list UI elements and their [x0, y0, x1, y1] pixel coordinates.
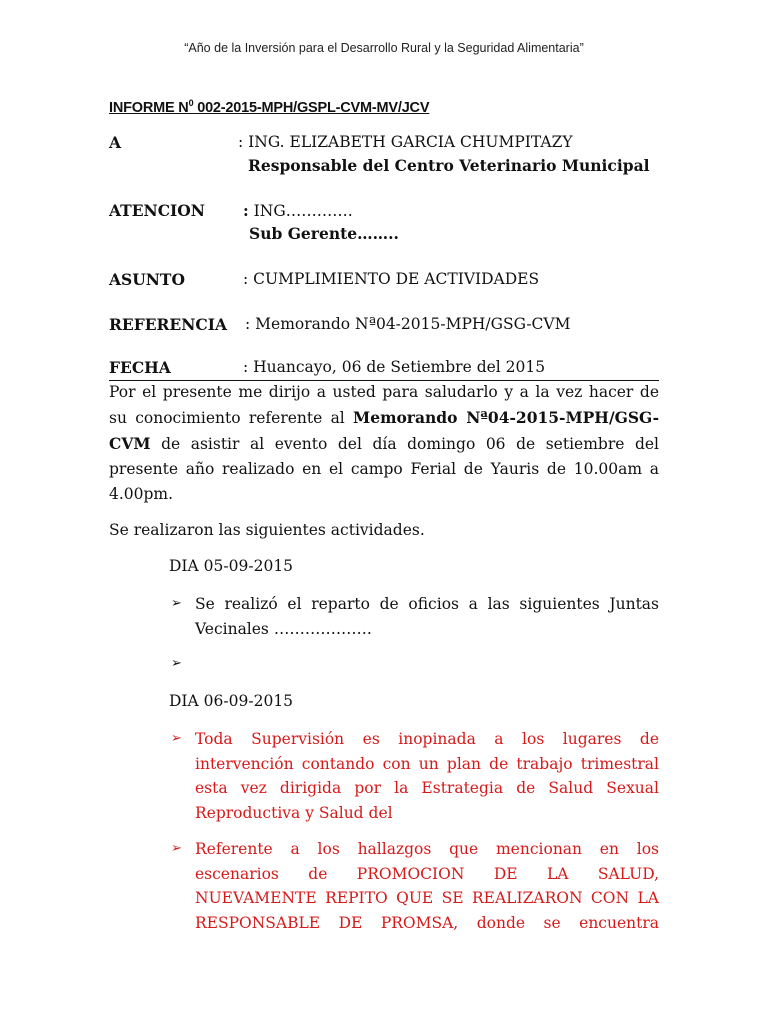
intro-line: 4.00pm. [109, 485, 174, 503]
bullet-line: NUEVAMENTE REPITO QUE SE REALIZARON CON LA [195, 889, 659, 907]
activities-intro: Se realizaron las siguientes actividades. [109, 521, 425, 539]
bullet-line: esta vez dirigida por la Estrategia de Salud Sexual [195, 779, 659, 797]
bullet-item [195, 592, 659, 641]
intro-line: su conocimiento referente al Memorando Nª04-2015-MPH/GSG- [109, 408, 660, 427]
bullet-line: Reproductiva y Salud del [195, 803, 393, 822]
bullet-line: intervención contando con un plan de trabajo trimestral [195, 754, 659, 773]
bullet-arrow-icon: ➢ [171, 841, 182, 856]
field-asunto-label: ASUNTO [109, 270, 185, 289]
field-a-label: A [109, 133, 122, 152]
field-referencia [109, 315, 227, 334]
field-atencion [109, 201, 205, 220]
intro-line: Por el presente me dirijo a usted para saludarlo y a la vez hacer de [109, 383, 659, 401]
day-heading: DIA 05-09-2015 [169, 557, 294, 575]
bullet-line: RESPONSABLE DE PROMSA, donde se encuentra [195, 913, 659, 932]
bullet-arrow-icon: ➢ [171, 596, 182, 611]
bullet-line: Se realizó el reparto de oficios a las siguientes Juntas [195, 595, 659, 613]
bullet-line: Vecinales ………………. [195, 619, 372, 638]
field-referencia-label: REFERENCIA [109, 315, 227, 334]
field-asunto-value: : CUMPLIMIENTO DE ACTIVIDADES [243, 270, 540, 288]
report-title: INFORME $N^0$ 002-2015-MPH/GSPL-CVM-MV/JCV [109, 98, 430, 116]
field-atencion-subtitle: Sub Gerente…….. [249, 224, 399, 243]
day-heading: DIA 06-09-2015 [169, 692, 294, 710]
bullet-item [195, 837, 659, 935]
bullet-arrow-icon: ➢ [171, 731, 182, 746]
intro-paragraph [109, 380, 659, 507]
field-atencion-value: : ING…………. [243, 201, 353, 220]
bullet-item [195, 727, 659, 825]
document-motto: “Año de la Inversión para el Desarrollo Rural y la Seguridad Alimentaria” [184, 41, 584, 55]
field-referencia-value: : Memorando Nª04-2015-MPH/GSG-CVM [245, 315, 571, 333]
bullet-line: Referente a los hallazgos que mencionan en los [195, 840, 659, 858]
field-asunto [109, 270, 185, 289]
intro-line: presente año realizado en el campo Ferial de Yauris de 10.00am a [109, 460, 659, 478]
field-a-subtitle: Responsable del Centro Veterinario Municipal [248, 156, 650, 175]
bullet-arrow-icon: ➢ [171, 656, 182, 671]
field-fecha [109, 358, 171, 377]
field-atencion-label: ATENCION [109, 201, 205, 220]
bullet-line: Toda Supervisión es inopinada a los lugares de [195, 730, 659, 748]
bullet-line: escenarios de PROMOCION DE LA SALUD, [195, 864, 659, 883]
field-a [109, 133, 121, 152]
field-fecha-label: FECHA [109, 358, 171, 377]
field-fecha-value: : Huancayo, 06 de Setiembre del 2015 [243, 358, 546, 376]
intro-line: CVM de asistir al evento del día domingo 06 de setiembre del [109, 434, 659, 453]
field-a-value: : ING. ELIZABETH GARCIA CHUMPITAZY [238, 133, 573, 151]
